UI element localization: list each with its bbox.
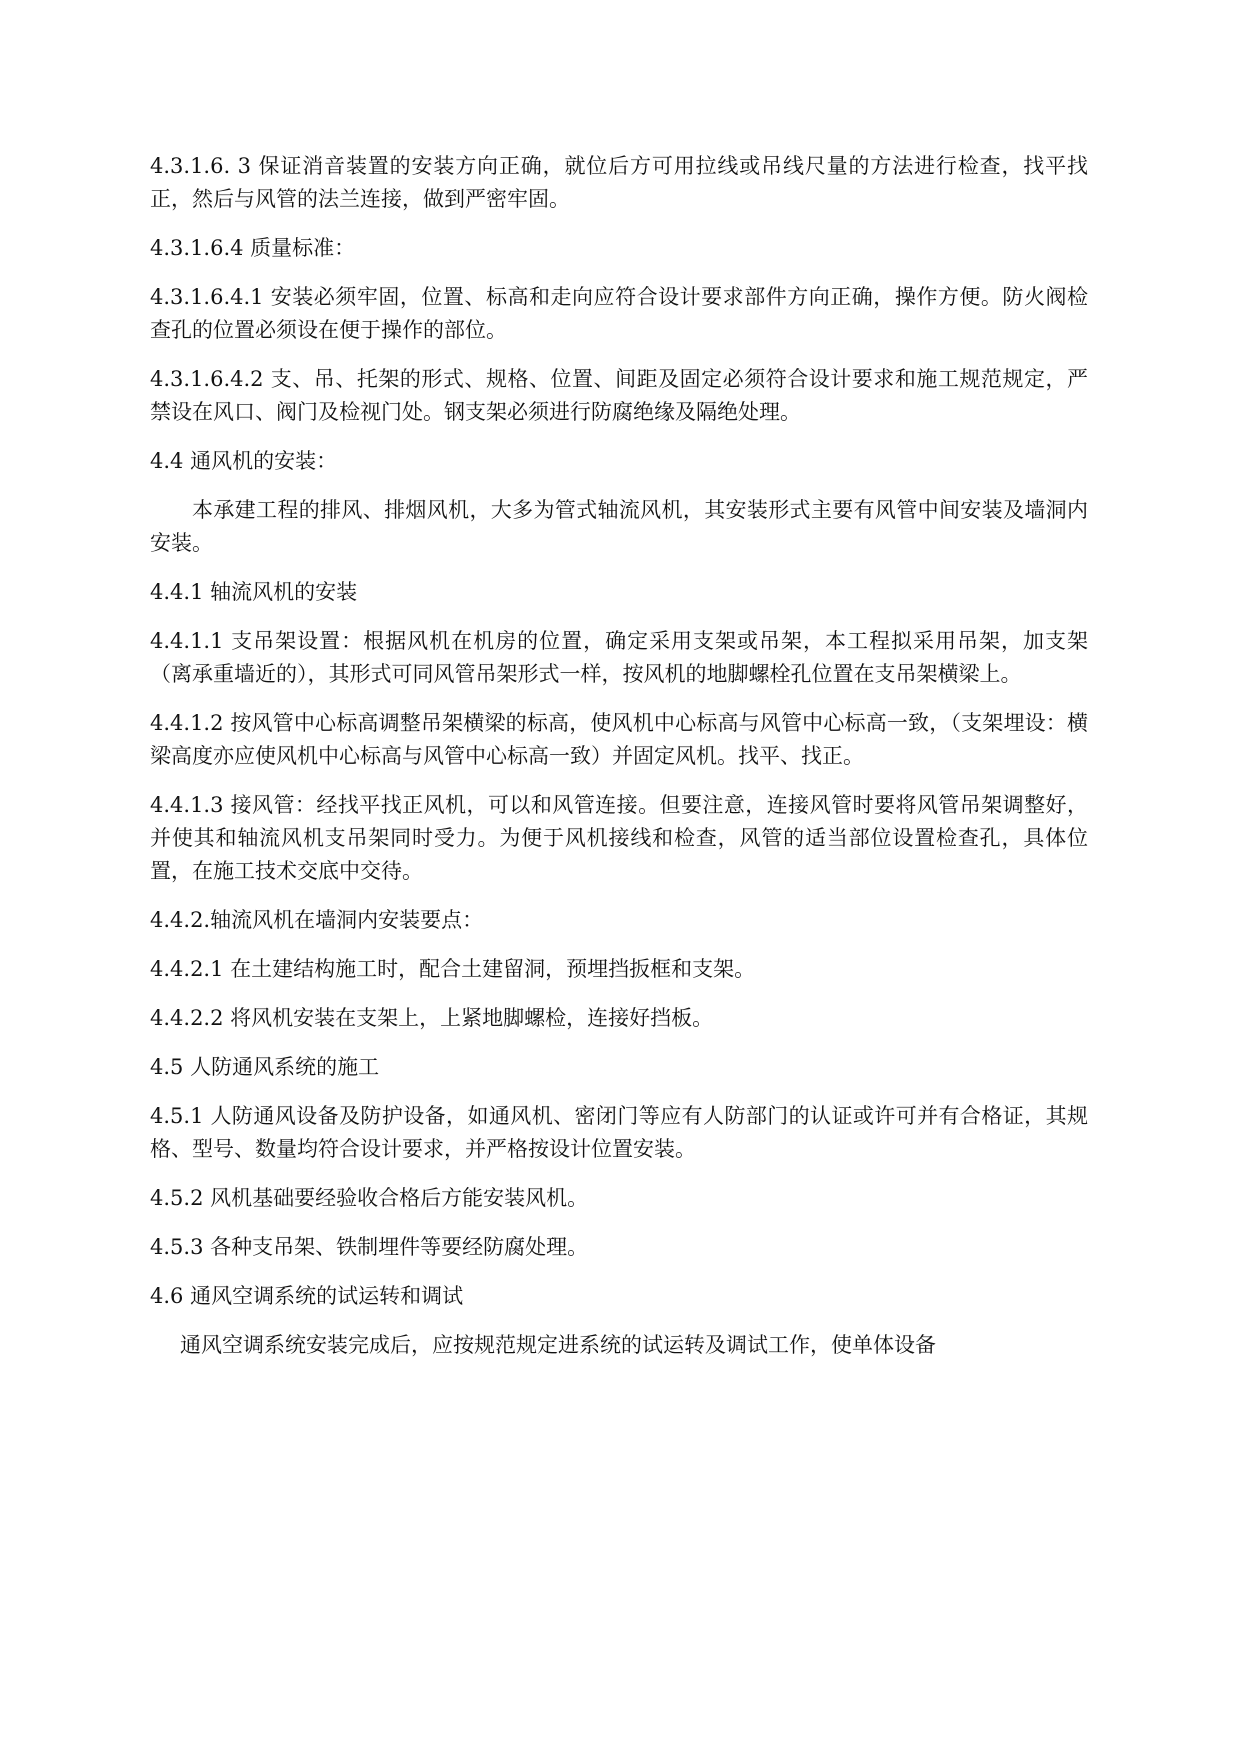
paragraph-4-4-1-1: 4.4.1.1 支吊架设置：根据风机在机房的位置，确定采用支架或吊架，本工程拟采用吊架，加支架（离承重墙近的），其形式可同风管吊架形式一样，按风机的地脚螺栓孔位置在支吊架横梁上。 bbox=[150, 629, 1088, 686]
paragraph-testing-intro: 通风空调系统安装完成后，应按规范规定进系统的试运转及调试工作，使单体设备 bbox=[180, 1333, 936, 1357]
paragraph-4-3-1-6-4-2: 4.3.1.6.4.2 支、吊、托架的形式、规格、位置、间距及固定必须符合设计要求和施工规范规定，严禁设在风口、阀门及检视门处。钢支架必须进行防腐绝缘及隔绝处理。 bbox=[150, 367, 1088, 424]
paragraph-4-4-1-2: 4.4.1.2 按风管中心标高调整吊架横梁的标高，使风机中心标高与风管中心标高一致，（支架埋设：横梁高度亦应使风机中心标高与风管中心标高一致）并固定风机。找平、找正。 bbox=[150, 711, 1088, 768]
paragraph-4-5-2: 4.5.2 风机基础要经验收合格后方能安装风机。 bbox=[150, 1186, 589, 1210]
heading-wall-opening-installation: 4.4.2.轴流风机在墙洞内安装要点： bbox=[150, 908, 484, 932]
document-body bbox=[150, 150, 1088, 1378]
heading-axial-fan-installation: 4.4.1 轴流风机的安装 bbox=[150, 580, 358, 604]
heading-quality-standard: 4.3.1.6.4 质量标准： bbox=[150, 236, 356, 260]
paragraph-4-5-1: 4.5.1 人防通风设备及防护设备，如通风机、密闭门等应有人防部门的认证或许可并有合格证，其规格、型号、数量均符合设计要求，并严格按设计位置安装。 bbox=[150, 1104, 1088, 1161]
paragraph-4-5-3: 4.5.3 各种支吊架、铁制埋件等要经防腐处理。 bbox=[150, 1235, 589, 1259]
paragraph-4-4-2-1: 4.4.2.1 在土建结构施工时，配合土建留洞，预埋挡扳框和支架。 bbox=[150, 957, 756, 981]
paragraph-4-3-1-6-4-1: 4.3.1.6.4.1 安装必须牢固，位置、标高和走向应符合设计要求部件方向正确，操作方便。防火阀检查孔的位置必须设在便于操作的部位。 bbox=[150, 285, 1088, 342]
heading-civil-defense-ventilation: 4.5 人防通风系统的施工 bbox=[150, 1055, 380, 1079]
paragraph-4-4-1-3: 4.4.1.3 接风管：经找平找正风机，可以和风管连接。但要注意，连接风管时要将风管吊架调整好，并使其和轴流风机支吊架同时受力。为便于风机接线和检查，风管的适当部位设置检查孔，具体位置，在施工技术交底中交待。 bbox=[150, 793, 1088, 883]
heading-ventilation-testing: 4.6 通风空调系统的试运转和调试 bbox=[150, 1284, 464, 1308]
paragraph-4-3-1-6-3: 4.3.1.6. 3 保证消音装置的安装方向正确，就位后方可用拉线或吊线尺量的方法进行检查，找平找正，然后与风管的法兰连接，做到严密牢固。 bbox=[150, 154, 1088, 211]
paragraph-4-4-2-2: 4.4.2.2 将风机安装在支架上，上紧地脚螺检，连接好挡板。 bbox=[150, 1006, 714, 1030]
paragraph-fan-intro: 本承建工程的排风、排烟风机，大多为管式轴流风机，其安装形式主要有风管中间安装及墙洞内安装。 bbox=[150, 498, 1088, 555]
heading-fan-installation: 4.4 通风机的安装： bbox=[150, 449, 338, 473]
